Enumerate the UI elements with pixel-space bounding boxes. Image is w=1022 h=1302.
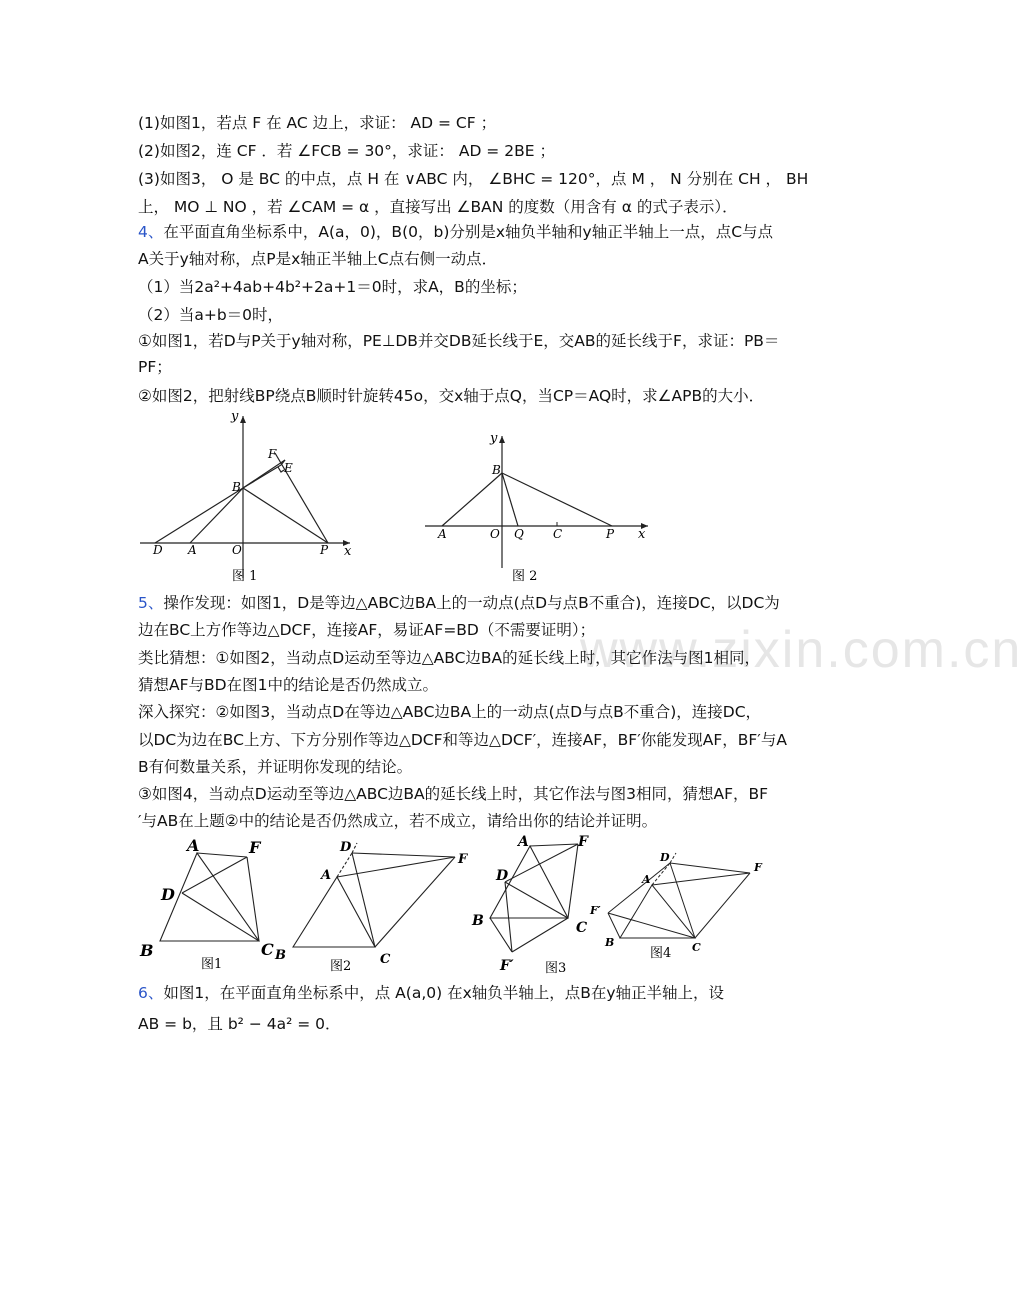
p6-number: 6、 bbox=[138, 984, 164, 1002]
fig2-C-label: C bbox=[553, 527, 563, 541]
f4-F: F bbox=[754, 861, 762, 874]
fig2-O-label: O bbox=[490, 527, 500, 541]
fig2-Q-label: Q bbox=[514, 527, 524, 541]
f1-A: A bbox=[187, 836, 200, 855]
f3-F: F bbox=[578, 834, 588, 850]
f4-F-prime: F′ bbox=[590, 904, 601, 917]
p5-line3: 类比猜想：①如图2，当动点D运动至等边△ABC边BA的延长线上时，其它作法与图1相同， bbox=[138, 649, 761, 667]
p5-line1 bbox=[138, 592, 780, 614]
fig2-x-label: x bbox=[638, 527, 646, 542]
f2-A: A bbox=[321, 868, 332, 883]
watermark: www.zixin.com.cn bbox=[580, 621, 1022, 679]
f3-caption: 图3 bbox=[545, 961, 567, 976]
fig1-P-label: P bbox=[320, 543, 329, 557]
f3-B: B bbox=[472, 913, 484, 929]
p5-l1-text: 操作发现：如图1，D是等边△ABC边BA上的一动点(点D与点B不重合)，连接DC，以DC为 bbox=[163, 594, 780, 612]
p5-line9: ′与AB在上题②中的结论是否仍然成立，若不成立，请给出你的结论并证明。 bbox=[138, 812, 658, 830]
p5-figure-1 bbox=[135, 835, 285, 975]
p4-q1: （1）当2a²+4ab+4b²+2a+1＝0时，求A，B的坐标； bbox=[138, 278, 527, 296]
p5-line2: 边在BC上方作等边△DCF，连接AF，易证AF=BD（不需要证明）； bbox=[138, 621, 596, 639]
fig1-E-label: E bbox=[284, 461, 293, 475]
p3-sub1: (1)如图1，若点 F 在 AC 边上，求证： AD = CF ； bbox=[138, 114, 497, 132]
p6-line1 bbox=[138, 982, 724, 1004]
fig1-D-label: D bbox=[153, 543, 163, 557]
p4-stem-line1 bbox=[138, 221, 773, 243]
fig1-O-label: O bbox=[232, 543, 242, 557]
f2-D: D bbox=[340, 840, 352, 855]
f3-D: D bbox=[496, 868, 509, 884]
f2-C: C bbox=[380, 952, 391, 967]
fig2-B-label: B bbox=[492, 463, 501, 477]
fig2-y-label: y bbox=[490, 431, 498, 446]
p5-number: 5、 bbox=[138, 594, 164, 612]
f2-F: F bbox=[458, 852, 468, 867]
p5-line6: 以DC为边在BC上方、下方分别作等边△DCF和等边△DCF′，连接AF，BF′你能发现AF，BF′与A bbox=[138, 731, 787, 749]
f1-F: F bbox=[249, 838, 261, 857]
f1-B: B bbox=[140, 941, 154, 960]
p5-figure-4 bbox=[590, 845, 780, 965]
f4-C: C bbox=[692, 941, 701, 954]
p5-line5: 深入探究：②如图3，当动点D在等边△ABC边BA上的一动点(点D与点B不重合)，连接DC， bbox=[138, 703, 762, 721]
fig1-y-label: y bbox=[231, 409, 239, 424]
f4-D: D bbox=[660, 851, 670, 864]
p5-line8: ③如图4，当动点D运动至等边△ABC边BA的延长线上时，其它作法与图3相同，猜想AF，BF bbox=[138, 785, 769, 803]
f1-C: C bbox=[261, 940, 274, 959]
f3-C: C bbox=[576, 920, 588, 936]
p3-sub3-line2: 上， MO ⊥ NO ，若 ∠CAM = α ，直接写出 ∠BAN 的度数（用含有 α 的式子表示）． bbox=[138, 198, 738, 216]
p5-figure-2 bbox=[275, 835, 475, 975]
f4-caption: 图4 bbox=[650, 946, 672, 961]
p4-q2b: ②如图2，把射线BP绕点B顺时针旋转45o，交x轴于点Q，当CP＝AQ时，求∠APB的大小． bbox=[138, 387, 765, 405]
p3-sub3-line1: (3)如图3， O 是 BC 的中点，点 H 在 ∨ABC 内， ∠BHC = 120°，点 M ， N 分别在 CH ， BH bbox=[138, 170, 809, 188]
f2-B: B bbox=[275, 948, 286, 963]
p4-number: 4、 bbox=[138, 223, 164, 241]
p4-figure-1 bbox=[135, 408, 365, 588]
f3-A: A bbox=[518, 834, 529, 850]
f4-B: B bbox=[605, 936, 615, 949]
p4-q2: （2）当a+b＝0时， bbox=[138, 306, 284, 324]
p5-line7: B有何数量关系，并证明你发现的结论。 bbox=[138, 758, 413, 776]
p4-stem-line2: A关于y轴对称，点P是x轴正半轴上C点右侧一动点． bbox=[138, 250, 498, 268]
p4-q2a-line1: ①如图1，若D与P关于y轴对称，PE⊥DB并交DB延长线于E，交AB的延长线于F，求证：PB＝ bbox=[138, 332, 780, 350]
p6-line2: AB = b，且 b² − 4a² = 0． bbox=[138, 1015, 341, 1033]
fig2-P-label: P bbox=[606, 527, 615, 541]
p5-figure-3 bbox=[470, 830, 610, 980]
p3-sub2: (2)如图2，连 CF ．若 ∠FCB = 30°，求证： AD = 2BE ； bbox=[138, 142, 555, 160]
f1-caption: 图1 bbox=[201, 957, 223, 972]
fig1-A-label: A bbox=[188, 543, 197, 557]
f1-D: D bbox=[161, 885, 175, 904]
fig1-F-label: F bbox=[268, 447, 277, 461]
fig1-caption: 图 1 bbox=[232, 569, 258, 584]
fig1-x-label: x bbox=[344, 544, 352, 559]
fig2-caption: 图 2 bbox=[512, 569, 538, 584]
f4-A: A bbox=[642, 873, 651, 886]
p4-figure-2 bbox=[420, 428, 660, 588]
fig1-B-label: B bbox=[232, 480, 241, 494]
p6-l1-text: 如图1，在平面直角坐标系中，点 A(a,0) 在x轴负半轴上，点B在y轴正半轴上，设 bbox=[163, 984, 725, 1002]
p4-q2a-line2: PF； bbox=[138, 358, 172, 376]
fig2-A-label: A bbox=[438, 527, 447, 541]
p4-stem1-text: 在平面直角坐标系中，A(a，0)，B(0，b)分别是x轴负半轴和y轴正半轴上一点，点C与点 bbox=[163, 223, 774, 241]
p5-line4: 猜想AF与BD在图1中的结论是否仍然成立。 bbox=[138, 676, 438, 694]
f3-F-prime: F′ bbox=[500, 958, 514, 974]
f2-caption: 图2 bbox=[330, 959, 352, 974]
